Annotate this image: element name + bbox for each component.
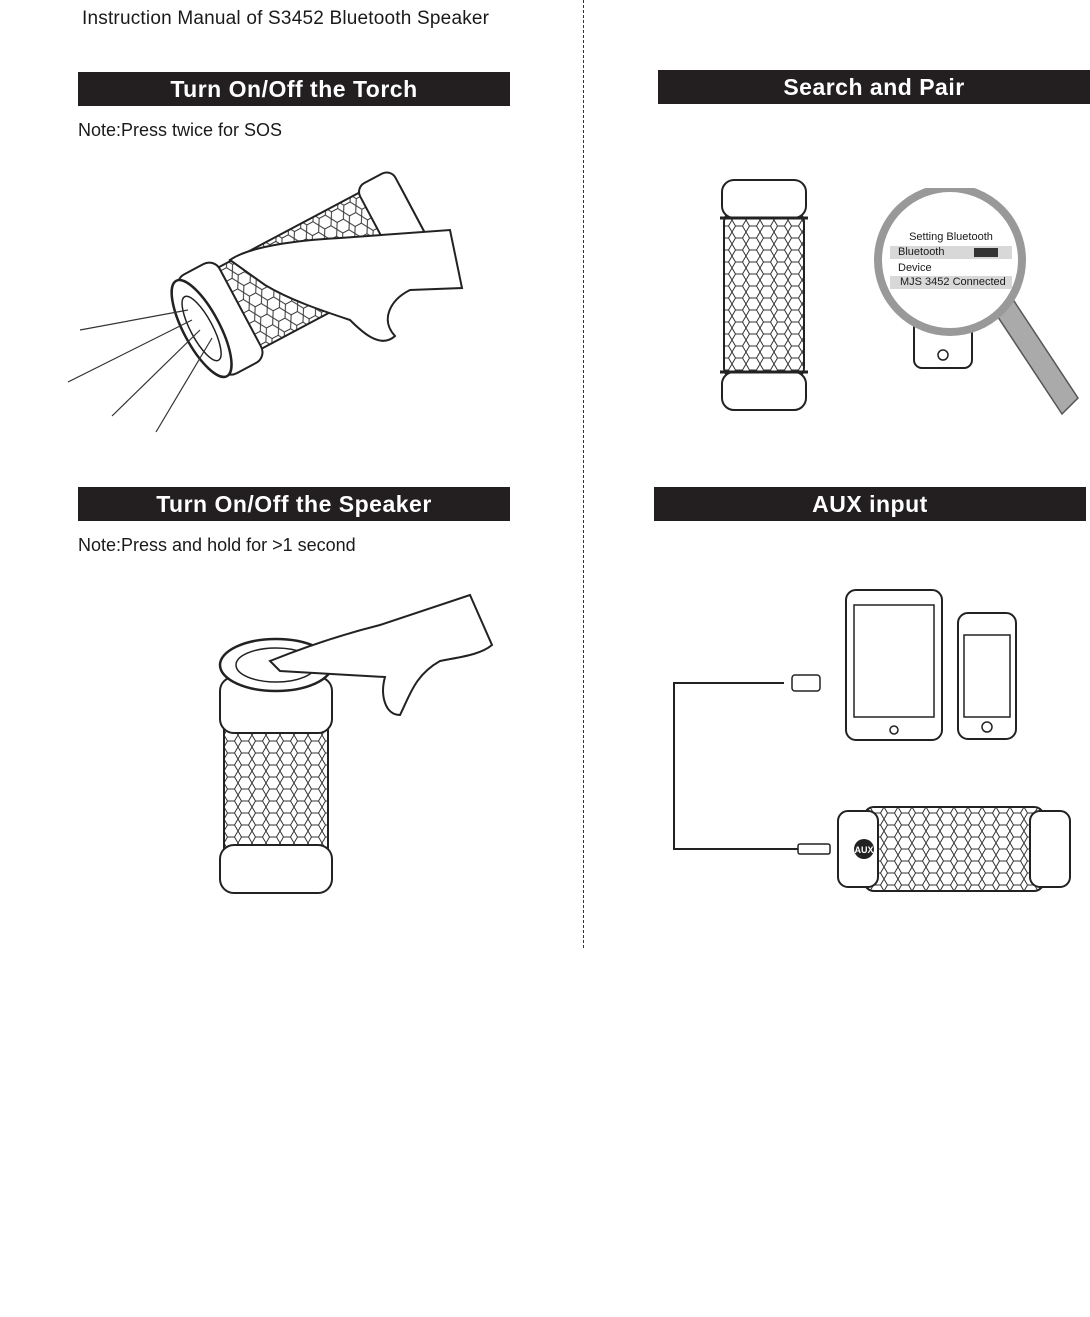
torch-heading: Turn On/Off the Torch	[78, 72, 510, 106]
device-row[interactable]: MJS 3452 Connected	[890, 276, 1012, 289]
torch-illustration	[60, 160, 480, 440]
tablet-icon	[846, 590, 942, 740]
document-title: Instruction Manual of S3452 Bluetooth Speaker	[82, 8, 490, 29]
bluetooth-toggle[interactable]	[974, 248, 998, 257]
cable-plug-bottom	[798, 844, 830, 854]
aux-heading: AUX input	[654, 487, 1086, 521]
torch-note: Note:Press twice for SOS	[78, 120, 283, 140]
speaker-illustration	[210, 585, 510, 905]
speaker-heading: Turn On/Off the Speaker	[78, 487, 510, 521]
speaker-note: Note:Press and hold for >1 second	[78, 535, 356, 555]
device-label: Device	[898, 262, 932, 274]
magnifier-handle-icon	[992, 298, 1078, 414]
aux-illustration	[660, 585, 1080, 905]
cable-plug-top	[792, 675, 820, 691]
page-divider	[583, 0, 584, 948]
pair-speaker-illustration	[718, 178, 810, 414]
speaker-horizontal-icon	[838, 807, 1070, 891]
bluetooth-label: Bluetooth	[898, 246, 945, 258]
screen-header: Setting Bluetooth	[909, 231, 993, 243]
phone-icon	[958, 613, 1016, 739]
bluetooth-screen	[890, 230, 1012, 289]
aux-cable	[674, 683, 798, 849]
bluetooth-row	[890, 246, 1012, 259]
speaker-upright-icon	[220, 639, 332, 893]
aux-port-label: AUX	[854, 845, 874, 855]
pair-heading: Search and Pair	[658, 70, 1090, 104]
magnifier-phone-illustration	[872, 188, 1082, 428]
